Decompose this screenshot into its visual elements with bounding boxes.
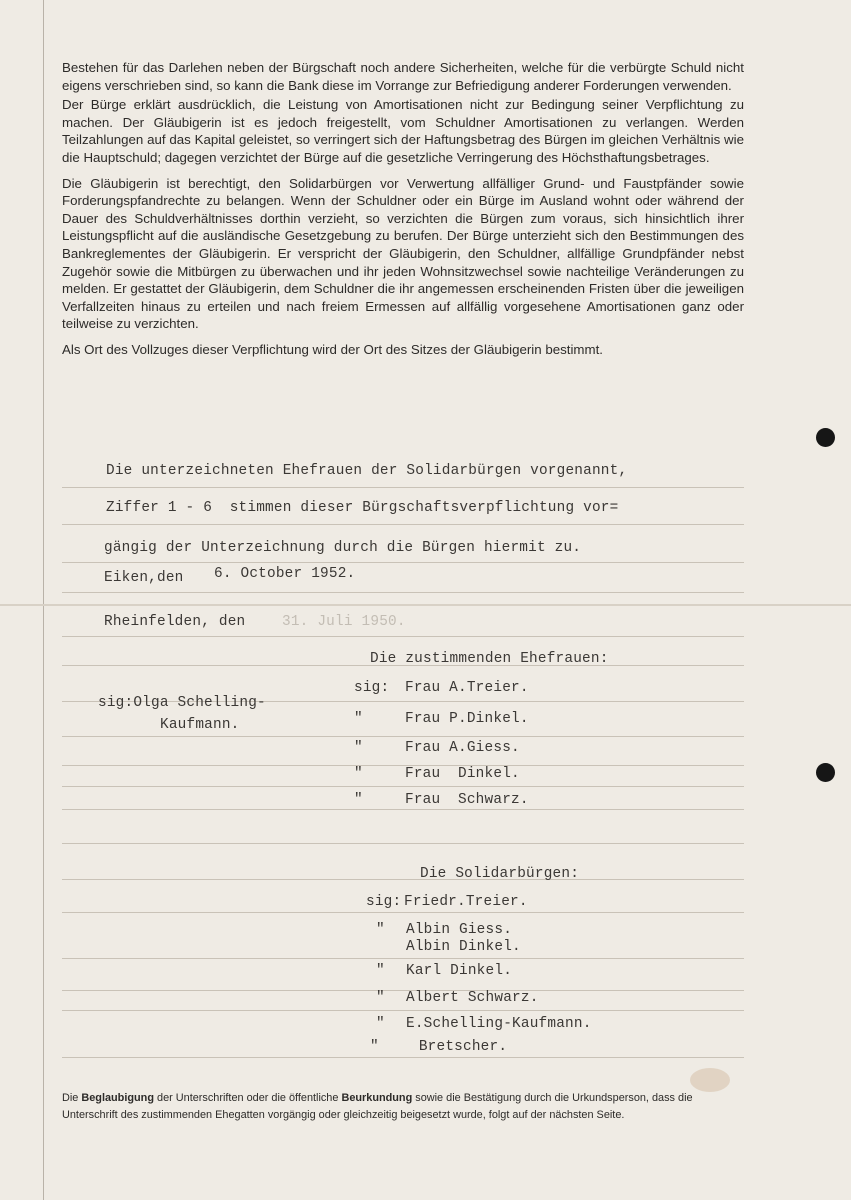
ditto-marker: " — [354, 766, 363, 782]
wife-signature: Frau Dinkel. — [405, 766, 520, 782]
consent-line-2: Ziffer 1 - 6 stimmen dieser Bürgschaftsverpflichtung vor= — [106, 500, 619, 516]
ditto-marker: " — [354, 711, 363, 727]
guarantor-signature: E.Schelling-Kaufmann. — [406, 1016, 592, 1032]
left-signature-line-1: sig:Olga Schelling- — [98, 695, 266, 711]
wife-signature: Frau A.Giess. — [405, 740, 520, 756]
paper-stain — [690, 1068, 730, 1092]
wives-heading: Die zustimmenden Ehefrauen: — [370, 651, 609, 667]
guarantor-signature: Albert Schwarz. — [406, 990, 539, 1006]
consent-line-3: gängig der Unterzeichnung durch die Bürgen hiermit zu. — [104, 540, 582, 556]
guarantor-signature: Albin Dinkel. — [406, 939, 521, 955]
punch-hole-upper — [816, 428, 835, 447]
left-signature-line-2: Kaufmann. — [160, 717, 240, 733]
guarantor-signature: Albin Giess. — [406, 922, 513, 938]
ruled-line — [62, 809, 744, 810]
ruled-line — [62, 487, 744, 488]
date-rheinfelden: 31. Juli 1950. — [282, 614, 406, 630]
place-eiken: Eiken,den — [104, 570, 184, 586]
guarantors-heading: Die Solidarbürgen: — [420, 866, 580, 882]
footnote-text: der Unterschriften oder die öffentliche — [153, 1092, 342, 1104]
footnote-bold-term: Beurkundung — [341, 1092, 413, 1104]
guarantor-signature: Bretscher. — [410, 1039, 508, 1055]
wife-signature: Frau A.Treier. — [405, 680, 529, 696]
footnote-certification — [62, 1090, 744, 1124]
ditto-marker: " — [376, 963, 385, 979]
printed-terms — [62, 59, 744, 359]
ditto-marker: " — [354, 792, 363, 808]
consent-line-1: Die unterzeichneten Ehefrauen der Solidarbürgen vorgenannt, — [106, 463, 628, 479]
ruled-line — [62, 1057, 744, 1058]
ditto-marker: " — [376, 990, 385, 1006]
footnote-bold-term: Beglaubigung — [81, 1092, 154, 1104]
paragraph-amortisation: Der Bürge erklärt ausdrücklich, die Leistung von Amortisationen nicht zur Bedingung seiner Verpflichtung zu machen. Der Gläubigerin ist es jedoch freigestellt, vom Schuldner Amortisationen zu verlangen. Werden Teilzahlungen auf das Kapital geleistet, so verringert sich der Haftungsbetrag des Bürgen im gleichen Verhältnis wie die Hauptschuld; dagegen verzichtet der Bürge auf die gesetzliche Verringerung des Höchsthaftungsbetrages. — [62, 97, 744, 165]
ditto-marker: " — [376, 922, 385, 938]
ruled-line — [62, 524, 744, 525]
paragraph-other-securities: Bestehen für das Darlehen neben der Bürgschaft noch andere Sicherheiten, welche für die verbürgte Schuld nicht eigens verschrieben sind, so kann die Bank diese im Vorrange zur Befriedigung anderer Forderungen verwenden. — [62, 60, 744, 93]
ruled-line — [62, 765, 744, 766]
guarantor-signature: Friedr.Treier. — [404, 894, 528, 910]
wife-signature: Frau P.Dinkel. — [405, 711, 529, 727]
footnote-text: sowie die Bestätigung durch die Urkundsperson, dass die Unterschrift des zustimmenden Ehegatten vorgängig oder gleichzeitig beigesetzt wurde, folgt auf der nächsten Seite. — [62, 1092, 693, 1121]
paragraph-guarantor-duties: Die Gläubigerin ist berechtigt, den Solidarbürgen vor Verwertung allfälliger Grund- und Faustpfänder sowie Forderungspfandrechte zu belangen. Wenn der Schuldner oder ein Bürge im Ausland wohnt oder während der Dauer des Schuldverhältnisses dorthin verzieht, so verzichten die Bürgen zum voraus, sich hinsichtlich ihrer Leistungspflicht auf die ausländische Gesetzgebung zu berufen. Der Bürge unterzieht sich den Bestimmungen des Bankreglementes der Gläubigerin. Er verspricht der Gläubigerin, den Schuldner, allfällige Grundpfänder nebst Zugehör sowie die Mitbürgen zu überwachen und ihr jeden Wohnsitzwechsel sowie nachteilige Veränderungen zu melden. Er gestattet der Gläubigerin, dem Schuldner die ihr angemessen erscheinenden Fristen über die jeweiligen Verfallzeiten hinaus zu erteilen und nach freiem Ermessen auf allfällig vorgesehene Amortisationen ganz oder teilweise zu verzichten. — [62, 175, 744, 332]
signature-marker: sig: — [366, 894, 402, 910]
ruled-line — [62, 562, 744, 563]
ditto-marker: " — [376, 1016, 385, 1032]
place-rheinfelden: Rheinfelden, den — [104, 614, 246, 630]
ruled-line — [62, 736, 744, 737]
ruled-line — [62, 1010, 744, 1011]
ditto-marker: " — [354, 740, 363, 756]
ruled-line — [62, 636, 744, 637]
ruled-line — [62, 958, 744, 959]
ruled-line — [62, 879, 744, 880]
page-edge — [43, 0, 44, 1200]
signature-marker: sig: — [354, 680, 390, 696]
ditto-marker: " — [370, 1039, 379, 1055]
ruled-line — [62, 912, 744, 913]
ruled-line — [62, 786, 744, 787]
footnote-text: Die — [62, 1092, 82, 1104]
date-eiken: 6. October 1952. — [214, 566, 356, 582]
ruled-line — [62, 592, 744, 593]
punch-hole-lower — [816, 763, 835, 782]
paragraph-place-of-performance: Als Ort des Vollzuges dieser Verpflichtung wird der Ort des Sitzes der Gläubigerin bestimmt. — [62, 341, 603, 357]
ruled-line — [62, 990, 744, 991]
wife-signature: Frau Schwarz. — [405, 792, 529, 808]
paper-fold — [0, 604, 851, 606]
guarantor-signature: Karl Dinkel. — [406, 963, 513, 979]
ruled-line — [62, 843, 744, 844]
